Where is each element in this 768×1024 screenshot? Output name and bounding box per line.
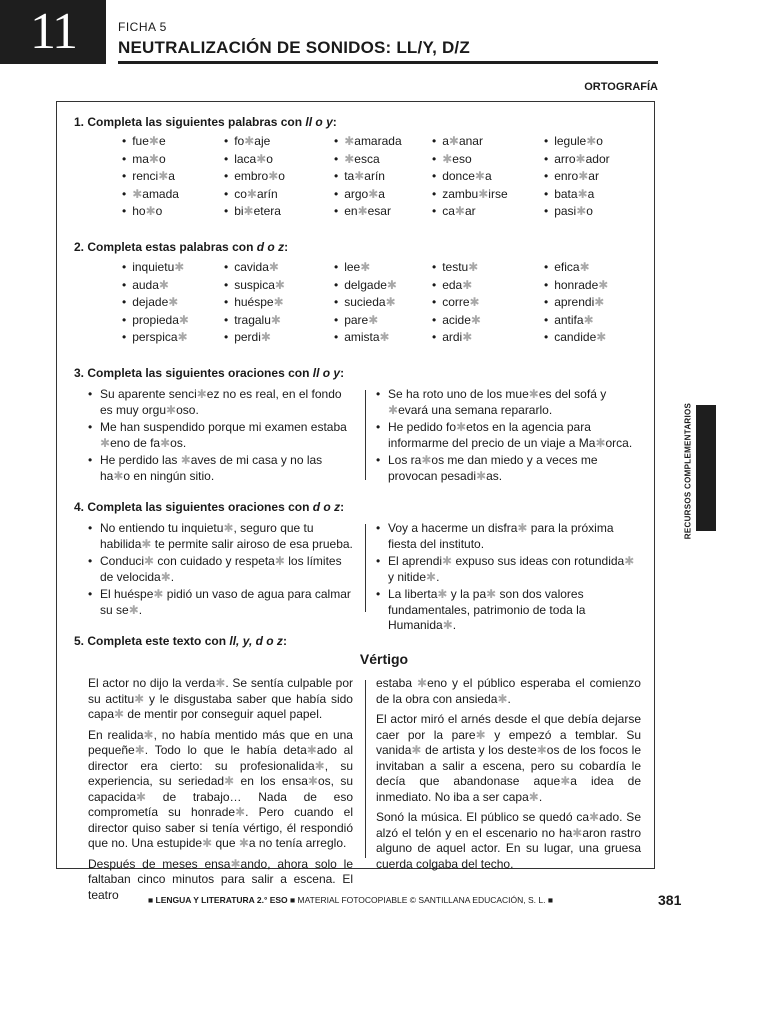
word-item: • testu✱ <box>432 259 481 277</box>
word-item: • fo✱aje <box>224 133 285 151</box>
word-item: • ho✱o <box>122 203 179 221</box>
sentence-item: • He perdido las ✱aves de mi casa y no las ha✱o en ningún sitio. <box>88 453 353 484</box>
word-item: • zambu✱irse <box>432 186 508 204</box>
exercise-5-prompt: 5. Completa este texto con ll, y, d o z: <box>74 634 287 648</box>
word-item: • amista✱ <box>334 329 397 347</box>
word-item: • honrade✱ <box>544 277 608 295</box>
word-item: • bi✱etera <box>224 203 285 221</box>
exercise-1-prompt: 1. Completa las siguientes palabras con ll o y: <box>74 115 337 129</box>
word-item: • eda✱ <box>432 277 481 295</box>
word-item: • auda✱ <box>122 277 189 295</box>
paragraph: Sonó la música. El público se quedó ca✱ado. Se alzó el telón y en el escenario no ha✱aron rastro alguno de aquel actor. En su lugar, una gruesa cuerda colgaba del techo. <box>376 810 641 871</box>
word-item: • perspica✱ <box>122 329 189 347</box>
exercise-3-prompt: 3. Completa las siguientes oraciones con ll o y: <box>74 366 345 380</box>
exercise-2-prompt: 2. Completa estas palabras con d o z: <box>74 240 289 254</box>
sentence-item: • Se ha roto uno de los mue✱es del sofá y ✱evará una semana repararlo. <box>376 387 641 418</box>
word-item: • argo✱a <box>334 186 402 204</box>
side-tab-label: RECURSOS COMPLEMENTARIOS <box>683 402 693 540</box>
word-column <box>544 133 610 221</box>
word-item: • arro✱ador <box>544 151 610 169</box>
left-column <box>88 676 353 908</box>
word-column <box>122 133 179 221</box>
word-item: • bata✱a <box>544 186 610 204</box>
sentence-item: • Voy a hacerme un disfra✱ para la próxima fiesta del instituto. <box>376 521 641 552</box>
section-label: ORTOGRAFÍA <box>584 81 658 93</box>
word-item: • legule✱o <box>544 133 610 151</box>
word-item: • renci✱a <box>122 168 179 186</box>
paragraph: El actor miró el arnés desde el que debía dejarse caer por la pare✱ y empezó a temblar. Su vanida✱ de artista y los deste✱os de los focos le invitaban a salir a escena, pero su cobardía le decía que abandonase aque✱a idea de inmediato. No iba a ser capa✱. <box>376 712 642 804</box>
column-divider <box>365 680 366 858</box>
word-item: • ✱amada <box>122 186 179 204</box>
word-column <box>224 133 285 221</box>
paragraph: Después de meses ensa✱ando, ahora solo le faltaban cinco minutos para salir a escena. El teatro <box>88 856 353 902</box>
word-item: • enro✱ar <box>544 168 610 186</box>
word-item: • embro✱o <box>224 168 285 186</box>
right-column <box>376 676 641 877</box>
word-item: • fue✱e <box>122 133 179 151</box>
left-column <box>88 387 353 486</box>
word-item: • propieda✱ <box>122 312 189 330</box>
page-number: 381 <box>658 892 682 908</box>
word-item: • candide✱ <box>544 329 608 347</box>
word-item: • antifa✱ <box>544 312 608 330</box>
word-item: • sucieda✱ <box>334 294 397 312</box>
exercise-2-words <box>122 259 642 349</box>
column-divider <box>365 524 366 612</box>
word-column <box>432 133 508 221</box>
column-divider <box>365 390 366 480</box>
word-item: • donce✱a <box>432 168 508 186</box>
footer-credit: ■ LENGUA Y LITERATURA 2.° ESO ■ MATERIAL FOTOCOPIABLE © SANTILLANA EDUCACIÓN, S. L. ■ <box>148 895 553 905</box>
word-item: • en✱esar <box>334 203 402 221</box>
paragraph: En realida✱, no había mentido más que en una pequeñe✱. Todo lo que le había deta✱ado al director era cierto: su profesionalida✱, su experiencia, su seriedad✱ en los ensa✱os, su capacida✱ de trabajo… Nada de eso comprometía su honrade✱. Pero cuando el director quiso saber si tenía vértigo, él respondió que no. Una estupide✱ que ✱a no tenía arreglo. <box>88 727 354 850</box>
sentence-item: • El huéspe✱ pidió un vaso de agua para calmar su se✱. <box>88 587 353 618</box>
word-item: • ✱amarada <box>334 133 402 151</box>
page-title: NEUTRALIZACIÓN DE SONIDOS: LL/Y, D/Z <box>118 38 470 57</box>
word-column <box>122 259 189 347</box>
word-item: • ca✱ar <box>432 203 508 221</box>
sentence-item: • He pedido fo✱etos en la agencia para informarme del precio de un viaje a Ma✱orca. <box>376 420 641 451</box>
word-item: • aprendi✱ <box>544 294 608 312</box>
sentence-item: • La liberta✱ y la pa✱ son dos valores fundamentales, patrimonio de toda la Humanida✱. <box>376 587 641 634</box>
side-tab-marker <box>696 405 716 531</box>
word-column <box>224 259 285 347</box>
word-item: • acide✱ <box>432 312 481 330</box>
word-column <box>544 259 608 347</box>
paragraph: estaba ✱eno y el público esperaba el comienzo de la obra con ansieda✱. <box>376 676 641 706</box>
exercise-4-prompt: 4. Completa las siguientes oraciones con d o z: <box>74 500 345 514</box>
ficha-label: FICHA 5 <box>118 20 167 34</box>
word-item: • lee✱ <box>334 259 397 277</box>
word-item: • ta✱arín <box>334 168 402 186</box>
word-item: • tragalu✱ <box>224 312 285 330</box>
sentence-item: • Conduci✱ con cuidado y respeta✱ los límites de velocida✱. <box>88 554 353 585</box>
sentence-item: • Los ra✱os me dan miedo y a veces me provocan pesadi✱as. <box>376 453 641 484</box>
word-item: • corre✱ <box>432 294 481 312</box>
sentence-item: • El aprendi✱ expuso sus ideas con rotundida✱ y nitide✱. <box>376 554 641 585</box>
header-rule <box>118 61 658 64</box>
word-item: • efica✱ <box>544 259 608 277</box>
exercise-1-words <box>122 133 642 223</box>
word-item: • cavida✱ <box>224 259 285 277</box>
word-item: • dejade✱ <box>122 294 189 312</box>
right-column <box>376 387 641 486</box>
word-item: • laca✱o <box>224 151 285 169</box>
sentence-item: • Su aparente senci✱ez no es real, en el fondo es muy orgu✱oso. <box>88 387 353 418</box>
word-item: • inquietu✱ <box>122 259 189 277</box>
word-column <box>334 259 397 347</box>
word-item: • a✱anar <box>432 133 508 151</box>
word-item: • ✱esca <box>334 151 402 169</box>
word-item: • ma✱o <box>122 151 179 169</box>
word-item: • ardi✱ <box>432 329 481 347</box>
unit-number: 11 <box>0 0 106 64</box>
sentence-item: • Me han suspendido porque mi examen estaba ✱eno de fa✱os. <box>88 420 353 451</box>
word-item: • delgade✱ <box>334 277 397 295</box>
word-column <box>432 259 481 347</box>
left-column <box>88 521 353 620</box>
paragraph: El actor no dijo la verda✱. Se sentía culpable por su actitu✱ y le disgustaba saber que había sido capa✱ de mentir por conseguir aquel papel. <box>88 676 353 721</box>
sentence-item: • No entiendo tu inquietu✱, seguro que tu habilida✱ te permite salir airoso de esa prueba. <box>88 521 353 552</box>
word-item: • perdi✱ <box>224 329 285 347</box>
right-column <box>376 521 641 636</box>
word-item: • huéspe✱ <box>224 294 285 312</box>
word-item: • pasi✱o <box>544 203 610 221</box>
word-item: • ✱eso <box>432 151 508 169</box>
story-title: Vértigo <box>359 651 409 667</box>
word-item: • suspica✱ <box>224 277 285 295</box>
word-column <box>334 133 402 221</box>
word-item: • co✱arín <box>224 186 285 204</box>
word-item: • pare✱ <box>334 312 397 330</box>
